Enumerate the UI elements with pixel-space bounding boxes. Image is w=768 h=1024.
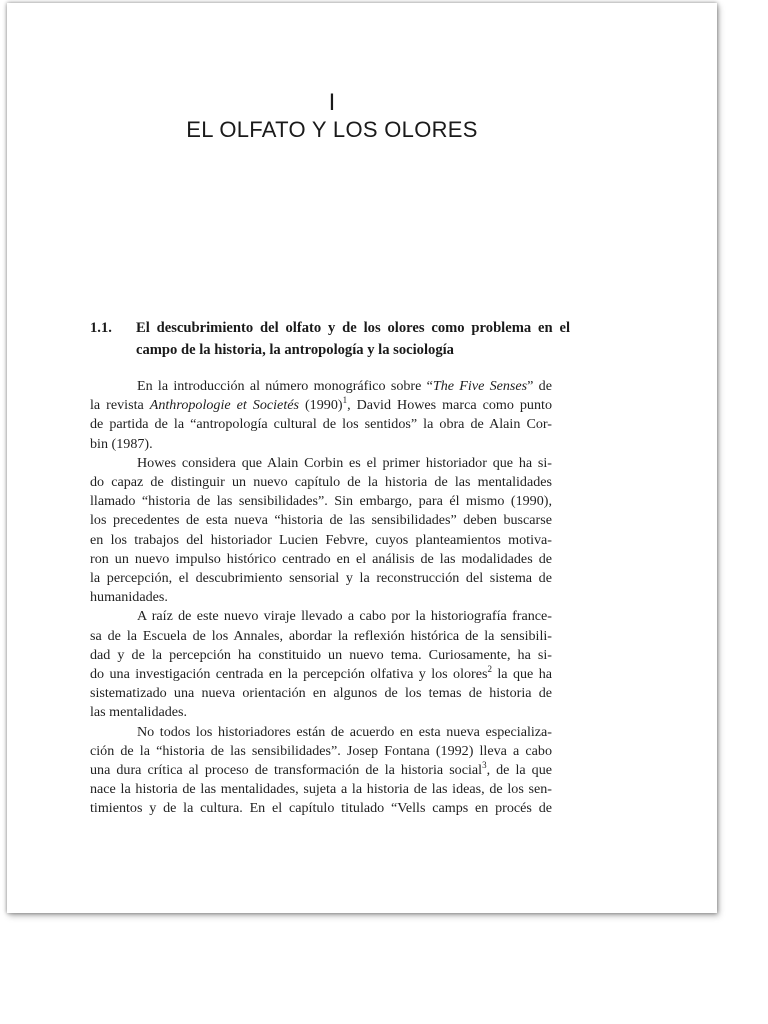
- text-line: humanidades.: [90, 589, 168, 606]
- body-text: [90, 377, 552, 819]
- text-line: Howes considera que Alain Corbin es el primer historiador que ha si-: [137, 454, 552, 471]
- text-line: los precedentes de esta nueva “historia de las sensibilidades” deben buscarse: [90, 512, 552, 529]
- text-line: do capaz de distinguir un nuevo capítulo de la historia de las mentalidades: [90, 474, 552, 491]
- text-line: las mentalidades.: [90, 704, 188, 721]
- section-heading: [90, 317, 570, 361]
- section-title: [136, 317, 570, 361]
- text-line: llamado “historia de las sensibilidades”. Sin embargo, para él mismo (1990),: [90, 493, 552, 510]
- italic-title: The Five Senses: [432, 378, 528, 394]
- paragraph: [90, 377, 552, 454]
- text-line: do una investigación centrada en la percepción olfativa y los olores$^2$ la que ha: [90, 665, 552, 683]
- text-line: la revista Anthropologie et Societés $(1990)^1$, David Howes marca como punto: [90, 396, 552, 414]
- text-line: No todos los historiadores están de acuerdo en esta nueva especializa-: [137, 723, 552, 740]
- text-line: timientos y de la cultura. En el capítulo titulado “Vells camps en procés de: [90, 800, 552, 817]
- text-line: En la introducción al número monográfico sobre “The Five Senses” de: [137, 378, 552, 394]
- footnote-ref[interactable]: 2: [487, 665, 492, 675]
- section-title-line: El descubrimiento del olfato y de los olores como problema en el: [136, 320, 570, 336]
- text-line: sistematizado una nueva orientación en algunos de los temas de historia de: [90, 685, 552, 702]
- section-number: 1.1.: [90, 320, 112, 336]
- section-title-line: campo de la historia, la antropología y la sociología: [136, 342, 454, 358]
- text-line: A raíz de este nuevo viraje llevado a cabo por la historiografía france-: [137, 608, 552, 625]
- footnote-ref[interactable]: 3: [482, 761, 487, 771]
- paragraph: [90, 723, 552, 819]
- text-line: sa de la Escuela de los Annales, abordar la reflexión histórica de la sensibili-: [90, 627, 552, 644]
- paragraph: [90, 607, 552, 722]
- text-line: en los trabajos del historiador Lucien Febvre, cuyos planteamientos motiva-: [90, 531, 552, 548]
- text-line: bin (1987).: [90, 435, 153, 452]
- text-line: dad y de la percepción ha constituido un nuevo tema. Curiosamente, ha si-: [90, 646, 552, 663]
- text-line: una dura crítica al proceso de transformación de la historia social$^3$, de la que: [90, 761, 552, 779]
- text-line: ron un nuevo impulso histórico centrado en el análisis de las modalidades de: [90, 550, 552, 567]
- paragraph: [90, 454, 552, 608]
- text-line: ción de la “historia de las sensibilidades”. Josep Fontana (1992) lleva a cabo: [90, 742, 552, 759]
- text-line: la percepción, el descubrimiento sensorial y la reconstrucción del sistema de: [90, 570, 552, 587]
- footnote-ref[interactable]: 1: [342, 396, 348, 406]
- text-line: nace la historia de las mentalidades, sujeta a la historia de las ideas, de los sen-: [90, 781, 552, 798]
- italic-title: Anthropologie et Societés: [149, 397, 299, 414]
- chapter-number: I: [328, 89, 336, 116]
- text-line: de partida de la “antropología cultural de los sentidos” la obra de Alain Cor-: [90, 416, 552, 433]
- chapter-title: EL OLFATO Y LOS OLORES: [186, 117, 478, 142]
- document-page: [7, 3, 717, 913]
